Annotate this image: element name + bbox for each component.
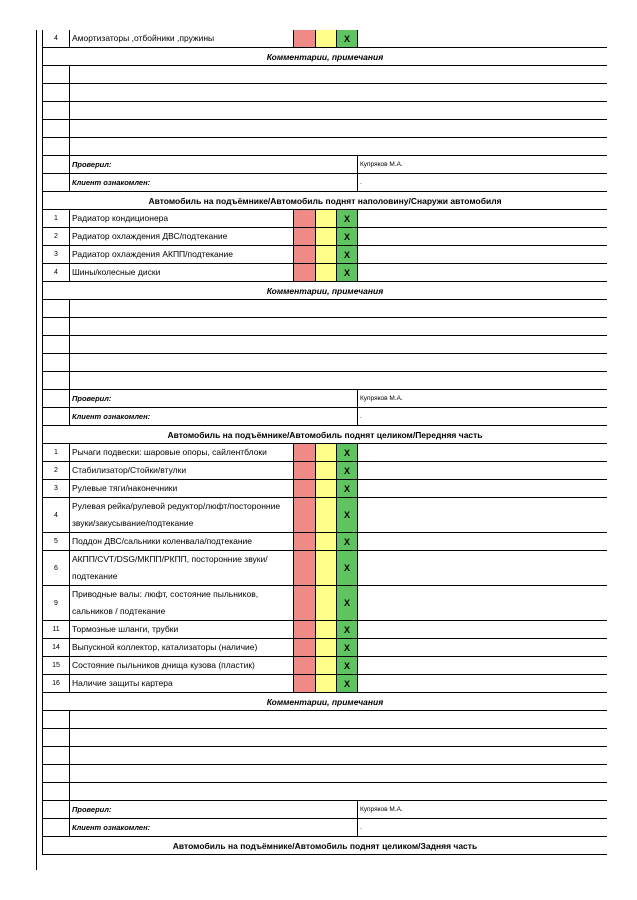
comment-number-cell: [43, 120, 70, 137]
checklist-row: [42, 30, 607, 48]
status-red-cell: [294, 657, 316, 674]
signature-spacer: [43, 408, 70, 425]
status-ok-mark: X: [337, 246, 358, 263]
checked-by-row: [42, 801, 607, 819]
signature-spacer: [43, 390, 70, 407]
status-red-cell: [294, 444, 316, 461]
comment-text-cell: [70, 318, 607, 335]
item-notes-cell: [358, 264, 607, 281]
checklist-row: [42, 498, 607, 533]
comment-text-cell: [70, 336, 607, 353]
comment-text-cell: [70, 729, 607, 746]
client-acknowledged-label: Клиент ознакомлен:: [70, 174, 358, 191]
client-acknowledged-label: Клиент ознакомлен:: [70, 819, 358, 836]
status-yellow-cell: [316, 551, 337, 585]
status-red-cell: [294, 480, 316, 497]
item-notes-cell: [358, 533, 607, 550]
section-title: Автомобиль на подъёмнике/Автомобиль поднят наполовину/Снаружи автомобиля: [148, 195, 502, 206]
comment-line: [42, 84, 607, 102]
status-ok-mark: X: [337, 30, 358, 47]
comment-text-cell: [70, 372, 607, 389]
status-red-cell: [294, 551, 316, 585]
page-left-border: [36, 30, 37, 870]
item-number: 1: [43, 210, 70, 227]
item-notes-cell: [358, 657, 607, 674]
comment-text-cell: [70, 102, 607, 119]
comment-text-cell: [70, 138, 607, 155]
status-yellow-cell: [316, 210, 337, 227]
client-acknowledged-row: [42, 819, 607, 837]
checklist-row: [42, 264, 607, 282]
comment-number-cell: [43, 372, 70, 389]
checked-by-row: [42, 156, 607, 174]
item-notes-cell: [358, 444, 607, 461]
status-ok-mark: X: [337, 498, 358, 532]
checklist-row: [42, 444, 607, 462]
client-acknowledged-row: [42, 408, 607, 426]
item-description: Поддон ДВС/сальники коленвала/подтекание: [70, 533, 294, 550]
client-acknowledged-value: .: [360, 179, 362, 186]
status-red-cell: [294, 586, 316, 620]
comment-number-cell: [43, 102, 70, 119]
item-description: Наличие защиты картера: [70, 675, 294, 692]
comment-text-cell: [70, 765, 607, 782]
item-number: 4: [43, 498, 70, 532]
comments-header: Комментарии, примечания: [266, 285, 384, 296]
status-yellow-cell: [316, 621, 337, 638]
status-red-cell: [294, 210, 316, 227]
section-title: Автомобиль на подъёмнике/Автомобиль поднят целиком/Передняя часть: [167, 429, 483, 440]
status-ok-mark: X: [337, 462, 358, 479]
item-notes-cell: [358, 551, 607, 585]
checklist-row: [42, 480, 607, 498]
status-ok-mark: X: [337, 228, 358, 245]
client-acknowledged-value: .: [360, 413, 362, 420]
comment-line: [42, 354, 607, 372]
item-number: 11: [43, 621, 70, 638]
comment-line: [42, 711, 607, 729]
status-yellow-cell: [316, 657, 337, 674]
item-description: Тормозные шланги, трубки: [70, 621, 294, 638]
item-description: Амортизаторы ,отбойники ,пружины: [70, 30, 294, 47]
status-ok-mark: X: [337, 586, 358, 620]
status-yellow-cell: [316, 639, 337, 656]
status-ok-mark: X: [337, 551, 358, 585]
section-title-row: [42, 837, 607, 855]
client-acknowledged-label: Клиент ознакомлен:: [70, 408, 358, 425]
status-yellow-cell: [316, 533, 337, 550]
item-number: 1: [43, 444, 70, 461]
checklist-row: [42, 551, 607, 586]
status-yellow-cell: [316, 264, 337, 281]
status-ok-mark: X: [337, 639, 358, 656]
comment-line: [42, 120, 607, 138]
signature-spacer: [43, 801, 70, 818]
comment-line: [42, 102, 607, 120]
item-number: 5: [43, 533, 70, 550]
signature-spacer: [43, 819, 70, 836]
comment-line: [42, 783, 607, 801]
status-ok-mark: X: [337, 621, 358, 638]
comments-header: Комментарии, примечания: [266, 51, 384, 62]
item-notes-cell: [358, 246, 607, 263]
status-ok-mark: X: [337, 444, 358, 461]
item-number: 2: [43, 462, 70, 479]
checklist-row: [42, 210, 607, 228]
item-description: Радиатор охлаждения АКПП/подтекание: [70, 246, 294, 263]
item-description: Рулевая рейка/рулевой редуктор/люфт/посторонние звуки/закусывание/подтекание: [70, 498, 294, 532]
comment-number-cell: [43, 783, 70, 800]
item-number: 3: [43, 246, 70, 263]
comment-line: [42, 138, 607, 156]
status-ok-mark: X: [337, 264, 358, 281]
item-notes-cell: [358, 498, 607, 532]
status-ok-mark: X: [337, 533, 358, 550]
status-red-cell: [294, 264, 316, 281]
checked-by-label: Проверил:: [70, 801, 358, 818]
item-description: Стабилизатор/Стойки/втулки: [70, 462, 294, 479]
checklist-row: [42, 657, 607, 675]
item-number: 2: [43, 228, 70, 245]
comment-text-cell: [70, 783, 607, 800]
item-description: Шины/колесные диски: [70, 264, 294, 281]
status-red-cell: [294, 533, 316, 550]
comment-line: [42, 372, 607, 390]
item-number: 16: [43, 675, 70, 692]
checked-by-row: [42, 390, 607, 408]
comment-text-cell: [70, 300, 607, 317]
status-yellow-cell: [316, 498, 337, 532]
item-notes-cell: [358, 30, 607, 47]
status-red-cell: [294, 498, 316, 532]
item-notes-cell: [358, 586, 607, 620]
section-title-row: [42, 426, 607, 444]
comments-header-row: [42, 48, 607, 66]
status-red-cell: [294, 621, 316, 638]
comment-number-cell: [43, 138, 70, 155]
item-number: 4: [43, 30, 70, 47]
item-description: Рычаги подвески: шаровые опоры, сайлентблоки: [70, 444, 294, 461]
comment-number-cell: [43, 66, 70, 83]
comments-header: Комментарии, примечания: [266, 696, 384, 707]
checked-by-value: Купряков М.А.: [360, 806, 403, 813]
signature-spacer: [43, 174, 70, 191]
comment-text-cell: [70, 120, 607, 137]
comment-number-cell: [43, 318, 70, 335]
item-number: 9: [43, 586, 70, 620]
comment-number-cell: [43, 300, 70, 317]
checked-by-value: Купряков М.А.: [360, 395, 403, 402]
status-red-cell: [294, 228, 316, 245]
comment-line: [42, 66, 607, 84]
checklist-row: [42, 228, 607, 246]
item-number: 3: [43, 480, 70, 497]
comment-number-cell: [43, 765, 70, 782]
status-yellow-cell: [316, 480, 337, 497]
status-yellow-cell: [316, 462, 337, 479]
inspection-sheet: [42, 30, 607, 855]
item-notes-cell: [358, 639, 607, 656]
status-red-cell: [294, 30, 316, 47]
item-description: АКПП/CVT/DSG/МКПП/РКПП, посторонние звуки/ подтекание: [70, 551, 294, 585]
status-red-cell: [294, 639, 316, 656]
comment-text-cell: [70, 711, 607, 728]
status-yellow-cell: [316, 30, 337, 47]
status-yellow-cell: [316, 586, 337, 620]
comment-text-cell: [70, 354, 607, 371]
comment-line: [42, 300, 607, 318]
comment-text-cell: [70, 84, 607, 101]
comment-number-cell: [43, 729, 70, 746]
status-red-cell: [294, 246, 316, 263]
comment-line: [42, 336, 607, 354]
item-notes-cell: [358, 462, 607, 479]
client-acknowledged-row: [42, 174, 607, 192]
item-number: 6: [43, 551, 70, 585]
checked-by-label: Проверил:: [70, 156, 358, 173]
item-notes-cell: [358, 228, 607, 245]
comment-text-cell: [70, 66, 607, 83]
item-description: Радиатор охлаждения ДВС/подтекание: [70, 228, 294, 245]
status-red-cell: [294, 462, 316, 479]
status-ok-mark: X: [337, 210, 358, 227]
item-notes-cell: [358, 675, 607, 692]
comment-number-cell: [43, 84, 70, 101]
item-notes-cell: [358, 621, 607, 638]
checklist-row: [42, 586, 607, 621]
checklist-row: [42, 639, 607, 657]
comment-line: [42, 318, 607, 336]
checked-by-label: Проверил:: [70, 390, 358, 407]
item-description: Радиатор кондиционера: [70, 210, 294, 227]
status-ok-mark: X: [337, 480, 358, 497]
item-description: Приводные валы: люфт, состояние пыльников, сальников / подтекание: [70, 586, 294, 620]
comment-line: [42, 765, 607, 783]
item-number: 14: [43, 639, 70, 656]
comment-line: [42, 729, 607, 747]
item-description: Выпускной коллектор, катализаторы (наличие): [70, 639, 294, 656]
item-notes-cell: [358, 480, 607, 497]
signature-spacer: [43, 156, 70, 173]
checklist-row: [42, 533, 607, 551]
comment-number-cell: [43, 354, 70, 371]
checklist-row: [42, 462, 607, 480]
status-yellow-cell: [316, 444, 337, 461]
status-ok-mark: X: [337, 675, 358, 692]
checklist-row: [42, 621, 607, 639]
status-red-cell: [294, 675, 316, 692]
status-yellow-cell: [316, 246, 337, 263]
item-description: Рулевые тяги/наконечники: [70, 480, 294, 497]
checklist-row: [42, 675, 607, 693]
item-description: Состояние пыльников днища кузова (пластик): [70, 657, 294, 674]
comment-number-cell: [43, 336, 70, 353]
checklist-row: [42, 246, 607, 264]
status-yellow-cell: [316, 228, 337, 245]
checked-by-value: Купряков М.А.: [360, 161, 403, 168]
section-title: Автомобиль на подъёмнике/Автомобиль поднят целиком/Задняя часть: [172, 840, 478, 851]
comment-number-cell: [43, 711, 70, 728]
comment-number-cell: [43, 747, 70, 764]
comment-line: [42, 747, 607, 765]
item-number: 4: [43, 264, 70, 281]
comments-header-row: [42, 282, 607, 300]
item-notes-cell: [358, 210, 607, 227]
comment-text-cell: [70, 747, 607, 764]
status-yellow-cell: [316, 675, 337, 692]
client-acknowledged-value: .: [360, 824, 362, 831]
comments-header-row: [42, 693, 607, 711]
section-title-row: [42, 192, 607, 210]
status-ok-mark: X: [337, 657, 358, 674]
item-number: 15: [43, 657, 70, 674]
